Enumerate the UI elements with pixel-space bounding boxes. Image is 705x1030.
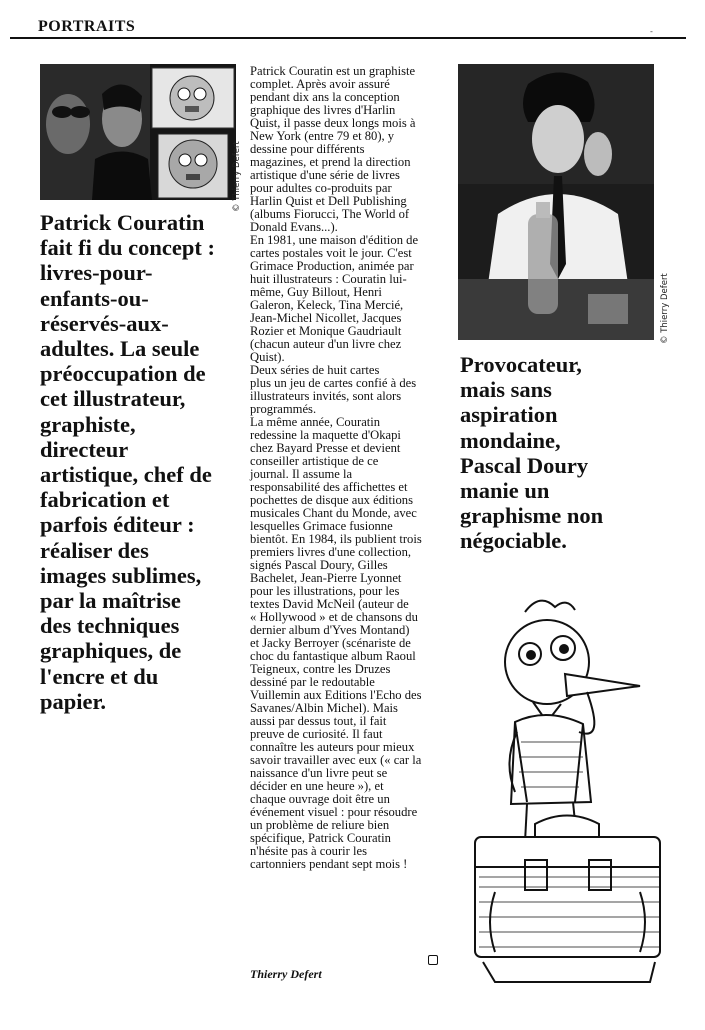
header-rule bbox=[10, 37, 686, 39]
article-body bbox=[250, 65, 446, 871]
article-paragraph-2: En 1981, une maison d'édition de cartes postales voit le jour. C'est Grimace Production, animée par huit illustrateurs : Couratin lui- même, Guy Billout, Henri Galeron, Keleck, Tina Mercié, Jean-Michel Nicollet, Jacques Rozier et Monique Gaudriault (chacun auteur d'un livre chez Quist). bbox=[250, 233, 419, 364]
header-mark: - bbox=[650, 27, 653, 36]
photo-couratin-image bbox=[40, 64, 236, 200]
right-headline: Provocateur, mais sans aspiration mondaine, Pascal Doury manie un graphisme non négociable. bbox=[460, 352, 604, 554]
article-signature: Thierry Defert bbox=[250, 967, 322, 981]
photo-doury bbox=[458, 64, 654, 340]
photo-couratin bbox=[40, 64, 236, 200]
end-mark bbox=[428, 955, 438, 965]
article-paragraph-1: Patrick Couratin est un graphiste complet. Après avoir assuré pendant dix ans la conception graphique des livres d'Harlin Quist, il passe deux longs mois à New York (entre 79 et 80), y dessine pour différents magazines, et prend la direction artistique d'une série de livres pour adultes co-produits par Harlin Quist et Dell Publishing (albums Fiorucci, The World of Donald Evans...). bbox=[250, 64, 416, 234]
photo-doury-image bbox=[458, 64, 654, 340]
bird-character-illustration bbox=[455, 592, 670, 992]
left-headline: Patrick Couratin fait fi du concept : livres-pour- enfants-ou- réservés-aux- adultes. La seule préoccupation de cet illustrateur, graphiste, directeur artistique, chef de fabrication et parfois éditeur : réaliser des images sublimes, par la maîtrise des techniques graphiques, de l'encre et du papier. bbox=[40, 210, 215, 714]
article-paragraph-3: Deux séries de huit cartes plus un jeu de cartes confié à des illustrateurs invités, sont alors programmés. bbox=[250, 363, 417, 416]
section-label: PORTRAITS bbox=[38, 18, 136, 35]
article-paragraph-4: La même année, Couratin redessine la maquette d'Okapi chez Bayard Presse et devient conseiller artistique de ce journal. Il assume la responsabilité des affichettes et pochettes de disque aux éditions musicales Chant du Monde, avec lesquelles Grimace fusionne bientôt. En 1984, ils publient trois premiers livres d'une collection, signés Pascal Doury, Gilles Bachelet, Jean-Pierre Lyonnet pour les illustrations, pour les textes David McNeil (auteur de « Hollywood » et de chansons du dernier album d'Yves Montand) et Jacky Berroyer (scénariste de choc du fantastique album Raoul Teigneux, contre les Druzes dessiné par le redoutable Vuillemin aux Editions l'Echo des Savanes/Albin Michel). Mais aussi par dessus tout, il fait preuve de curiosité. Il faut connaître les auteurs pour mieux savoir travailler avec eux (« car la naissance d'un livre peut se décider en une heure »), et chaque ouvrage doit être un événement visuel : pour résoudre un problème de reliure bien spécifique, Patrick Couratin n'hésite pas à courir les cartonniers pendant sept mois ! bbox=[250, 415, 422, 871]
bird-character-drawing bbox=[455, 592, 670, 992]
photo-credit-right: © Thierry Defert bbox=[660, 273, 670, 344]
photo-credit-left: © Thierry Defert bbox=[232, 141, 242, 212]
